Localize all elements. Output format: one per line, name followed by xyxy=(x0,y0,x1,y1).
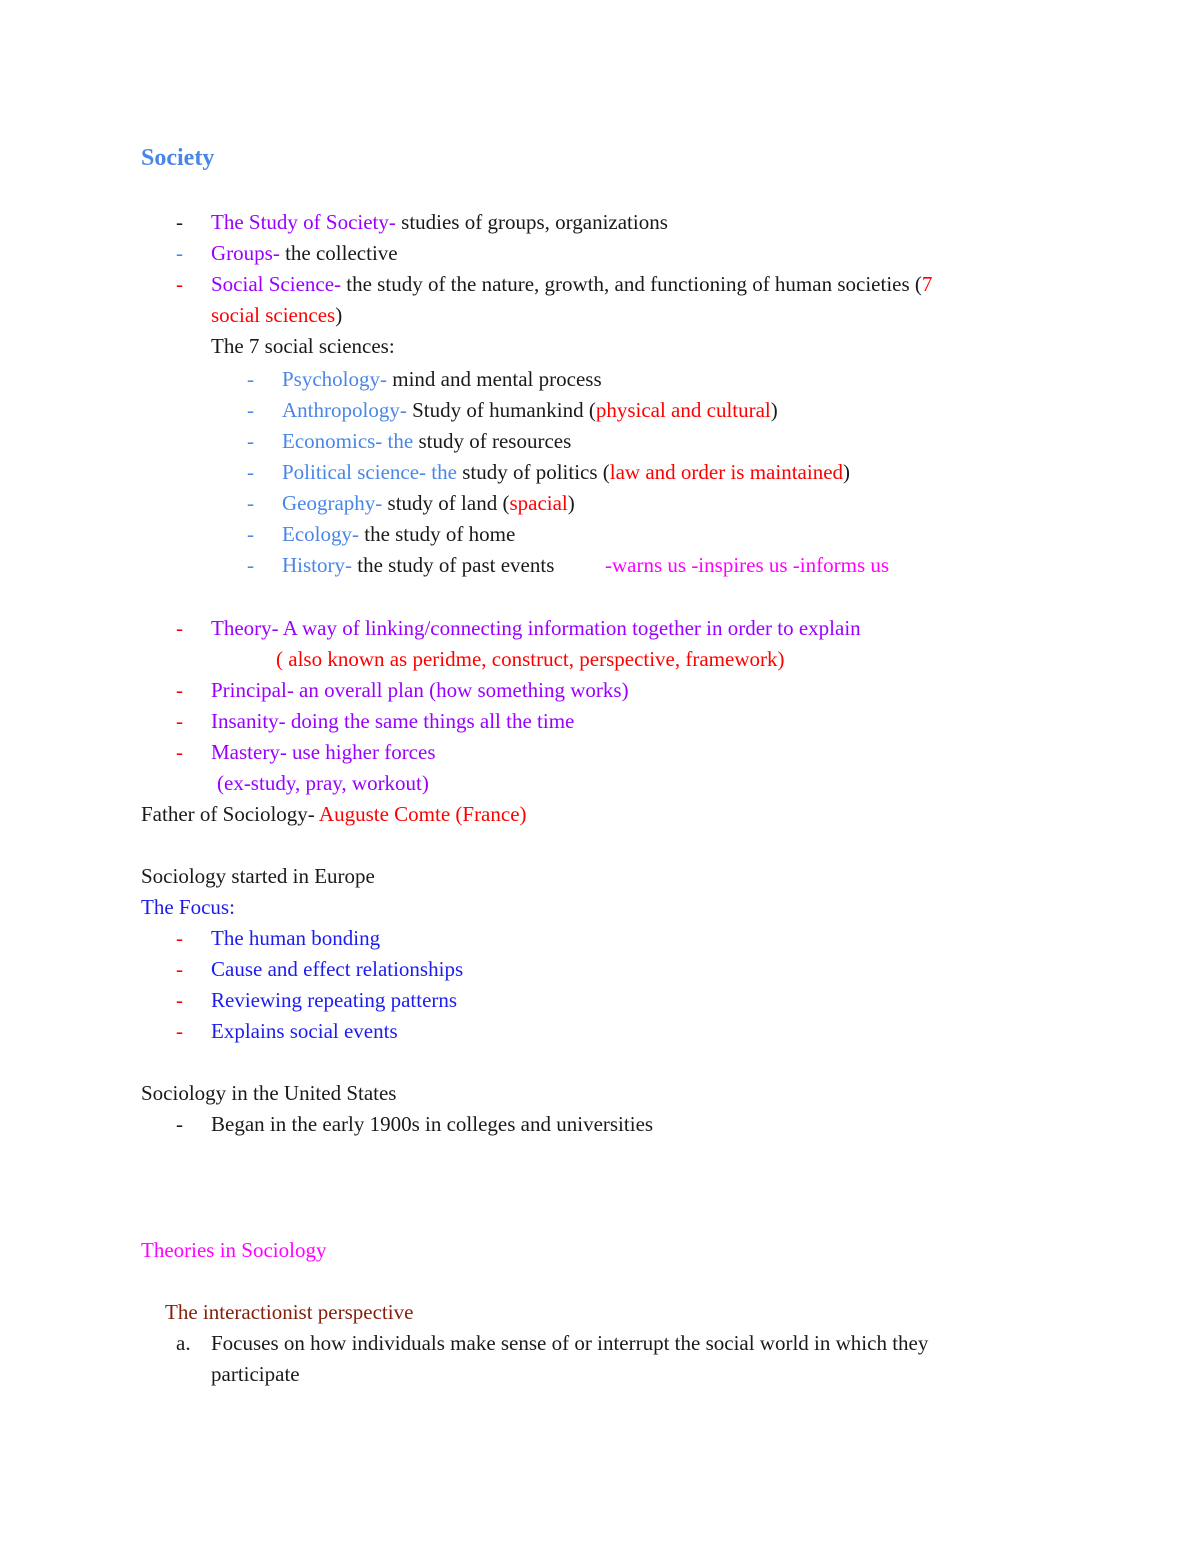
term: Political science- the xyxy=(282,460,457,484)
note: law and order is maintained xyxy=(609,460,844,484)
close-paren: ) xyxy=(843,460,851,484)
bullet-dash: - xyxy=(176,241,183,265)
term: Ecology- xyxy=(282,522,359,546)
history-note: -warns us -inspires us -informs us xyxy=(605,553,890,577)
science-item-psychology xyxy=(282,364,602,395)
science-item-ecology xyxy=(282,519,515,550)
definition: Study of humankind ( xyxy=(406,398,596,422)
term: Geography- xyxy=(282,491,383,515)
note: 7 xyxy=(921,272,933,296)
paragraph-europe: Sociology started in Europe xyxy=(141,864,375,888)
bullet-dash: - xyxy=(176,709,183,733)
theories-heading: Theories in Sociology xyxy=(141,1238,327,1262)
interactionist-item: Focuses on how individuals make sense of or interrupt the social world in which they xyxy=(211,1331,929,1355)
list-marker: a. xyxy=(176,1331,191,1355)
mastery-example: (ex-study, pray, workout) xyxy=(217,771,429,795)
science-item-economics xyxy=(282,426,571,457)
close-paren: ) xyxy=(567,491,575,515)
definition: study of land ( xyxy=(382,491,510,515)
bullet-dash: - xyxy=(176,957,183,981)
bullet-dash: - xyxy=(176,926,183,950)
term: Psychology- xyxy=(282,367,387,391)
definition: studies of groups, organizations xyxy=(395,210,668,234)
bullet-dash: - xyxy=(247,522,254,546)
science-item-political-science xyxy=(282,457,850,488)
definition: mind and mental process xyxy=(387,367,602,391)
term: Economics- the xyxy=(282,429,414,453)
bullet-dash: - xyxy=(176,1112,183,1136)
science-item-geography xyxy=(282,488,575,519)
focus-item: Cause and effect relationships xyxy=(211,957,464,981)
term: Groups- xyxy=(211,241,280,265)
close-paren: ) xyxy=(335,303,343,327)
bullet-dash: - xyxy=(176,740,183,764)
bullet-dash: - xyxy=(247,460,254,484)
definition: the study of the nature, growth, and functioning of human societies ( xyxy=(341,272,922,296)
father-of-sociology xyxy=(141,799,527,830)
definition: the study of home xyxy=(358,522,516,546)
theory-aka: ( also known as peridme, construct, perspective, framework) xyxy=(276,647,785,671)
bullet-dash: - xyxy=(247,553,254,577)
name: Auguste Comte (France) xyxy=(314,802,527,826)
interactionist-heading: The interactionist perspective xyxy=(165,1300,414,1324)
bullet-dash: - xyxy=(176,272,183,296)
page-title: Society xyxy=(141,145,215,171)
term: Social Science- xyxy=(211,272,342,296)
list-item-principal: Principal- an overall plan (how something works) xyxy=(211,678,629,702)
bullet-dash: - xyxy=(176,616,183,640)
interactionist-item-continuation: participate xyxy=(211,1362,300,1386)
label: Father of Sociology- xyxy=(141,802,315,826)
focus-item: The human bonding xyxy=(211,926,381,950)
science-item-anthropology xyxy=(282,395,778,426)
term: History- xyxy=(282,553,352,577)
bullet-dash: - xyxy=(176,210,183,234)
bullet-dash: - xyxy=(247,429,254,453)
definition: the collective xyxy=(279,241,398,265)
list-item-insanity: Insanity- doing the same things all the time xyxy=(211,709,575,733)
bullet-dash: - xyxy=(247,367,254,391)
bullet-dash: - xyxy=(247,398,254,422)
list-item-groups xyxy=(211,238,398,269)
focus-item: Reviewing repeating patterns xyxy=(211,988,458,1012)
us-item: Began in the early 1900s in colleges and universities xyxy=(211,1112,654,1136)
focus-heading: The Focus: xyxy=(141,895,235,919)
list-item-study-of-society xyxy=(211,207,668,238)
bullet-dash: - xyxy=(176,1019,183,1043)
note: physical and cultural xyxy=(595,398,771,422)
term: Anthropology- xyxy=(282,398,407,422)
bullet-dash: - xyxy=(247,491,254,515)
note: spacial xyxy=(509,491,568,515)
term: The Study of Society- xyxy=(211,210,396,234)
definition: study of resources xyxy=(413,429,572,453)
note: social sciences xyxy=(211,303,336,327)
list-item-mastery: Mastery- use higher forces xyxy=(211,740,436,764)
us-heading: Sociology in the United States xyxy=(141,1081,397,1105)
bullet-dash: - xyxy=(176,988,183,1012)
subheading-seven-sciences: The 7 social sciences: xyxy=(211,334,395,358)
list-item-theory: Theory- A way of linking/connecting information together in order to explain xyxy=(211,616,861,640)
close-paren: ) xyxy=(770,398,778,422)
definition: study of politics ( xyxy=(456,460,610,484)
bullet-dash: - xyxy=(176,678,183,702)
science-item-history xyxy=(282,550,554,581)
focus-item: Explains social events xyxy=(211,1019,398,1043)
list-item-continuation xyxy=(211,300,342,331)
list-item-social-science xyxy=(211,269,932,300)
definition: the study of past events xyxy=(352,553,555,577)
